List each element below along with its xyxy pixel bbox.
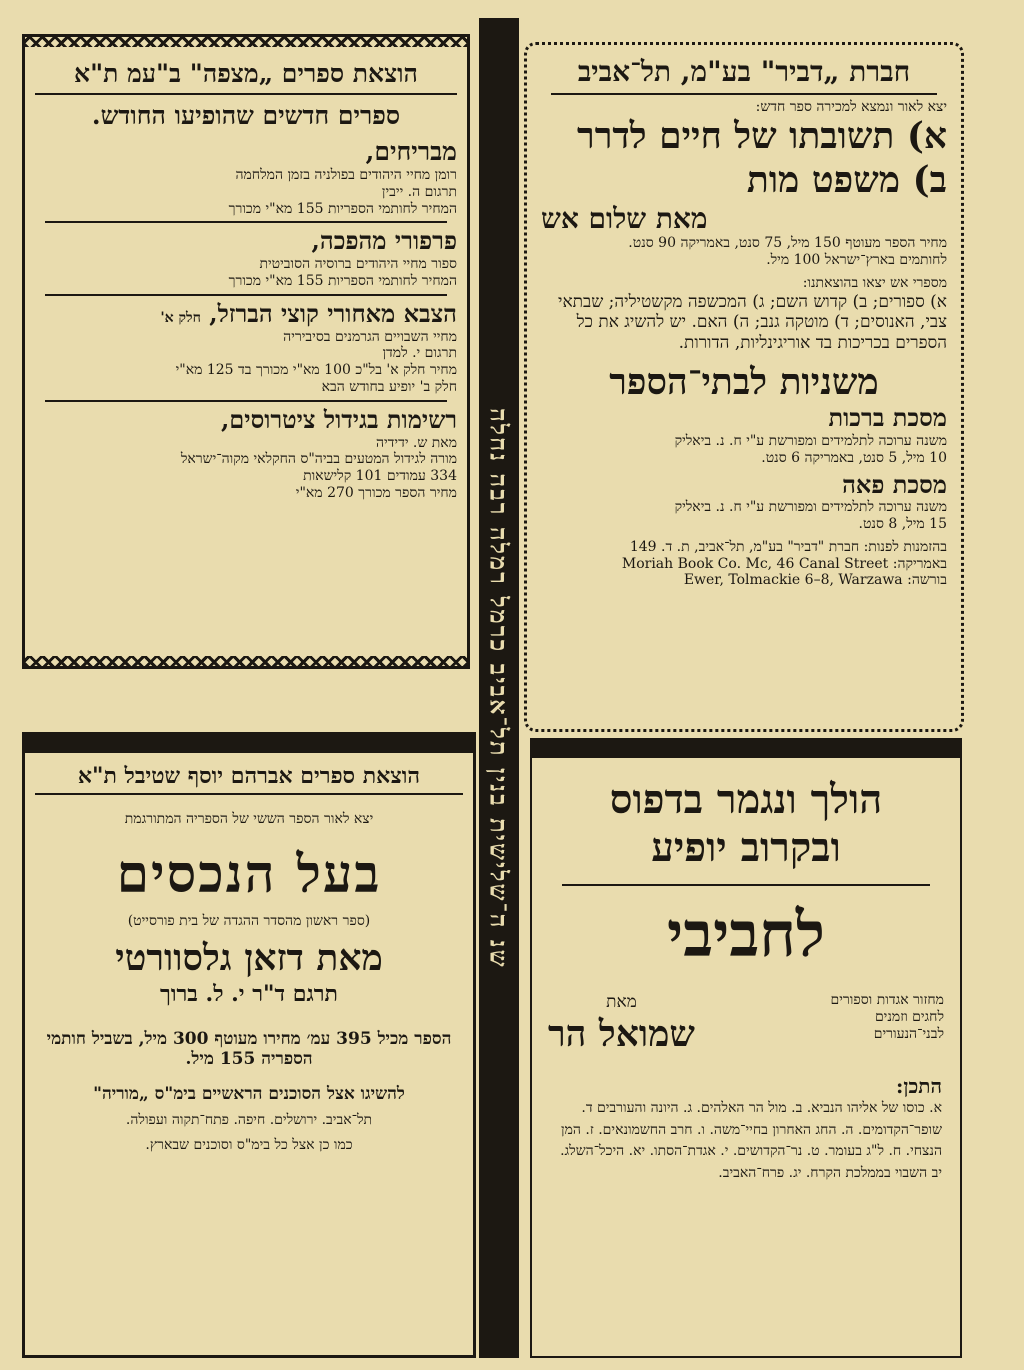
contents-title: התכן: bbox=[896, 1073, 942, 1098]
title2: ובקרוב יופיע bbox=[651, 824, 841, 871]
top-zigzag bbox=[25, 37, 467, 47]
book3-translator: תרגום י. למדן bbox=[382, 345, 457, 362]
dvir-intro: יצא לאור ונמצא למכירה ספר חדש: bbox=[755, 98, 947, 115]
left-bottom-ad bbox=[22, 732, 476, 1358]
book-name: לחביבי bbox=[667, 898, 825, 971]
intro: יצא לאור הספר הששי של הספריה המתורגמת bbox=[124, 811, 374, 828]
right-top-bar bbox=[532, 740, 960, 758]
book4-desc: מורה לגידול המטעים בביה"ס החקלאי מקוה־ישראל bbox=[180, 451, 457, 468]
dvir-line2: ב) משפט מות bbox=[746, 158, 947, 201]
book4-pages: 334 עמודים 101 קלישאות bbox=[303, 468, 457, 485]
author: שמואל הר bbox=[548, 1012, 695, 1055]
translator: תרגם ד"ר י. ל. ברוך bbox=[160, 980, 338, 1007]
publisher-title: הוצאת ספרים „מצפה" ב"עמ ת"א bbox=[74, 59, 418, 88]
warsaw-address: Ewer, Tolmackie 6–8, Warzawa bbox=[683, 572, 903, 589]
book3-part: חלק א' bbox=[160, 309, 201, 326]
left-top-ad bbox=[22, 34, 470, 669]
m1-title: מסכת ברכות bbox=[828, 403, 947, 433]
book4-price: מחיר הספר מכורך 270 מא"י bbox=[295, 484, 457, 501]
price: הספר מכיל 395 עמ׳ מחירו מעוטף 300 מיל, בשביל חותמי הספריה 155 מיל. bbox=[46, 1028, 452, 1070]
m2-desc: משנה ערוכה לתלמידים ומפורשת ע"י ח. נ. ביאליק bbox=[674, 499, 947, 516]
vertical-banner: שנ ה־שלישית בנין תל־אביב כרמל רמלה רבה נחלה bbox=[479, 18, 519, 1358]
book1-title: מבריחים, bbox=[365, 137, 457, 166]
book3-next: חלק ב' יופיע בחודש הבא bbox=[321, 378, 457, 395]
contents: א. כוסו של אליהו הנביא. ב. מול הר האלהים. ג. היונה והעורבים ד. שופר־הקדומים. ה. החג האחרון בחיי־משה. ו. חרב החשמונאים. ז. המן הנצחי. ח. ל"ג בעומר. ט. נר־הקדושים. י. אגדת־הסתו. יא. היכל־השלג. יב השבוי בממלכת הקרח. יג. פרח־האביב. bbox=[560, 1099, 942, 1182]
cities: תל־אביב. ירושלים. חיפה. פתח־תקוה ועפולה. bbox=[125, 1112, 373, 1129]
author: מאת דזאן גלסוורטי bbox=[115, 937, 383, 980]
publisher: הוצאת ספרים אברהם יוסף שטיבל ת"א bbox=[77, 763, 421, 789]
dvir-books-list: א) ספורים; ב) קדוש השם; ג) המכשפה מקשטיליה; שבתאי צבי, האנוסים; ד) מוטקה גנב; ה) האם. יש להשיג את כל הספרים בכריכות בד אוריגינליות, הדורות. bbox=[557, 291, 947, 353]
agents: כמו כן אצל כל בימ"ס וסוכנים שבארץ. bbox=[145, 1136, 353, 1153]
right-top-ad bbox=[524, 42, 964, 732]
author-label: מאת bbox=[606, 992, 637, 1013]
america-label: באמריקה: bbox=[892, 555, 947, 572]
mishnayot-title: משניות לבתי־הספר bbox=[609, 360, 879, 403]
book-title: בעל הנכסים bbox=[116, 844, 382, 906]
m2-price: 15 מיל, 8 סנט. bbox=[858, 516, 947, 533]
book2-title: פרפורי מהפכה, bbox=[311, 226, 457, 256]
book4-title: רשימות בגידול ציטרוסים, bbox=[220, 404, 457, 434]
america-address: Moriah Book Co. Mc, 46 Canal Street bbox=[621, 555, 889, 572]
book1-desc: רומן מחיי היהודים בפולניה בזמן המלחמה bbox=[235, 167, 457, 183]
dvir-price: מחיר הספר מעוטף 150 מיל, 75 סנט, באמריקה 90 סנט. bbox=[628, 235, 947, 252]
book3-desc: מחיי השבויים הגרמנים בסיביריה bbox=[283, 328, 457, 345]
m1-desc: משנה ערוכה לתלמידים ומפורשת ע"י ח. נ. ביאליק bbox=[674, 432, 947, 449]
book2-desc: ספור מחיי היהודים ברוסיה הסוביטית bbox=[259, 256, 457, 273]
dist: להשיגו אצל הסוכנים הראשיים בימ"ס „מוריה" bbox=[93, 1083, 405, 1104]
title1: הולך ונגמר בדפוס bbox=[609, 776, 883, 823]
m2-title: מסכת פאה bbox=[842, 469, 947, 499]
subtitle: ספרים חדשים שהופיעו החודש. bbox=[91, 101, 401, 130]
dvir-price2: לחותמים בארץ־ישראל 100 מיל. bbox=[766, 252, 947, 269]
book3-price: מחיר חלק א' בל"כ 100 מא"י מכורך בד 125 מא"י bbox=[175, 362, 457, 379]
book-desc: מחזור אגדות וספורים לחגים וזמנים לבני־הנעורים bbox=[830, 992, 944, 1042]
dvir-books-intro: מספרי אש יצאו בהוצאתנו: bbox=[802, 274, 947, 291]
orders: בהזמנות לפנות: חברת "דביר" בע"מ, תל־אביב, ת. ד. 149 bbox=[629, 538, 947, 555]
book1-price: המחיר לחותמי הספריות 155 מא"י מכורך bbox=[228, 200, 457, 217]
warsaw-label: בורשה: bbox=[907, 572, 947, 589]
dvir-line1: א) תשובתו של חיים לדרר bbox=[577, 115, 947, 158]
right-bottom-ad bbox=[530, 738, 962, 1358]
series: (ספר ראשון מהסדר ההגדה של בית פורסייט) bbox=[127, 912, 371, 929]
dvir-title: חברת „דביר" בע"מ, תל־אביב bbox=[577, 55, 911, 88]
book4-author: מאת ש. ידידיה bbox=[375, 434, 457, 451]
book1-translator: תרגום ה. ייבין bbox=[381, 183, 457, 200]
book3-title: הצבא מאחורי קוצי הברזל, bbox=[209, 298, 457, 328]
book2-price: המחיר לחותמי הספריות 155 מא"י מכורך bbox=[228, 272, 457, 289]
top-bar bbox=[25, 735, 473, 753]
dvir-author: מאת שלום אש bbox=[541, 201, 708, 235]
m1-price: 10 מיל, 5 סנט, באמריקה 6 סנט. bbox=[761, 449, 947, 466]
